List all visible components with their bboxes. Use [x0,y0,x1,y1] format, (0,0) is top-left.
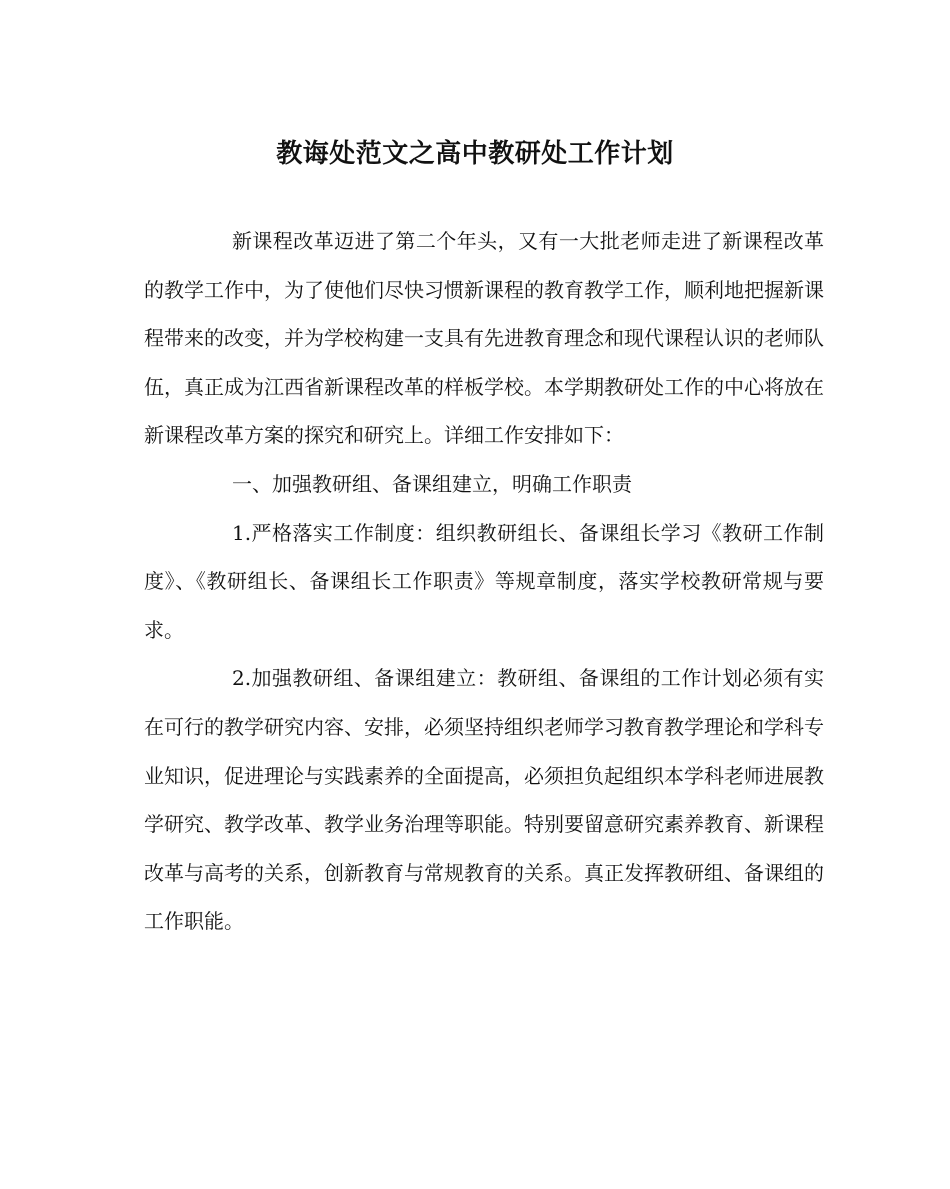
document-title: 教诲处范文之高中教研处工作计划 [276,139,674,169]
item-2-paragraph: 2.加强教研组、备课组建立：教研组、备课组的工作计划必须有实在可行的教学研究内容、安排，必须坚持组织老师学习教育教学理论和学科专业知识，促进理论与实践素养的全面提高，必须担负起组织本学科老师进展教学研究、教学改革、教学业务治理等职能。特别要留意研究素养教育、新课程改革与高考的关系，创新教育与常规教育的关系。真正发挥教研组、备课组的工作职能。 [144,666,824,934]
section-heading-1: 一、加强教研组、备课组建立，明确工作职责 [232,471,632,496]
document-body [144,217,824,946]
intro-paragraph: 新课程改革迈进了第二个年头，又有一大批老师走进了新课程改革的教学工作中，为了使他们尽快习惯新课程的教育教学工作，顺利地把握新课程带来的改变，并为学校构建一支具有先进教育理念和现代课程认识的老师队伍，真正成为江西省新课程改革的样板学校。本学期教研处工作的中心将放在新课程改革方案的探究和研究上。详细工作安排如下： [144,229,824,448]
item-1-paragraph: 1.严格落实工作制度：组织教研组长、备课组长学习《教研工作制度》、《教研组长、备课组长工作职责》等规章制度，落实学校教研常规与要求。 [144,520,824,642]
